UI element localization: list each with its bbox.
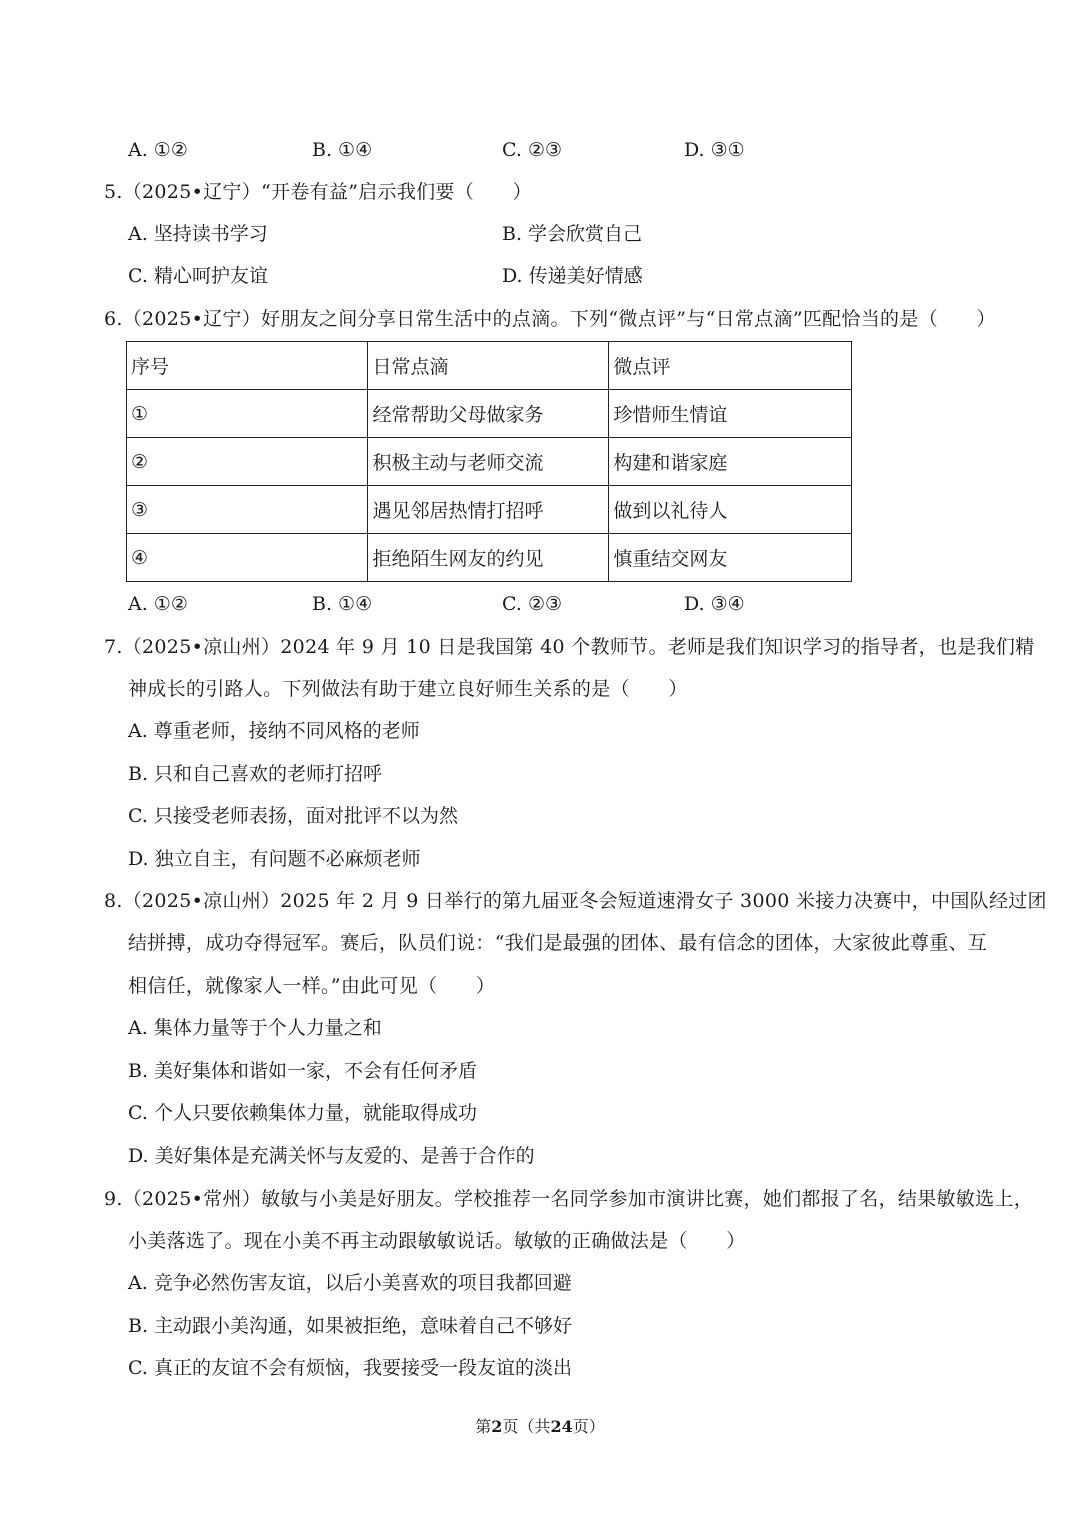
table-row: [127, 390, 852, 438]
q9-option-a: A. 竞争必然伤害友谊，以后小美喜欢的项目我都回避: [128, 1272, 572, 1294]
table-header-cell: 日常点滴: [368, 342, 609, 390]
table-row: [127, 486, 852, 534]
q5-option-d: D. 传递美好情感: [502, 265, 643, 287]
q5-option-b: B. 学会欣赏自己: [502, 223, 643, 245]
q8-stem-line3: 相信任，就像家人一样。”由此可见（ ）: [128, 975, 496, 997]
q7-option-d: D. 独立自主，有问题不必麻烦老师: [128, 848, 421, 870]
q8-stem-line2: 结拼搏，成功夺得冠军。赛后，队员们说：“我们是最强的团体、最有信念的团体，大家彼此尊重、互: [128, 932, 988, 954]
table-cell: ③: [127, 486, 368, 534]
table-cell: 做到以礼待人: [609, 486, 852, 534]
table-row: [127, 438, 852, 486]
table-header-cell: 序号: [127, 342, 368, 390]
q6-option-c: C. ②③: [502, 593, 563, 615]
q8-option-b: B. 美好集体和谐如一家，不会有任何矛盾: [128, 1060, 478, 1082]
q5-option-c: C. 精心呵护友谊: [128, 265, 268, 287]
q4-option-a: A. ①②: [128, 139, 188, 161]
q7-option-b: B. 只和自己喜欢的老师打招呼: [128, 763, 383, 785]
table-cell: 拒绝陌生网友的约见: [368, 534, 609, 582]
q8-option-a: A. 集体力量等于个人力量之和: [128, 1017, 382, 1039]
table-cell: 积极主动与老师交流: [368, 438, 609, 486]
table-cell: 构建和谐家庭: [609, 438, 852, 486]
table-row: [127, 534, 852, 582]
q9-stem-line1: 9.（2025•常州）敏敏与小美是好朋友。学校推荐一名同学参加市演讲比赛，她们都报了名，结果敏敏选上，: [104, 1188, 1033, 1210]
table-header-cell: 微点评: [609, 342, 852, 390]
q9-option-b: B. 主动跟小美沟通，如果被拒绝，意味着自己不够好: [128, 1315, 573, 1337]
page-footer: [0, 1417, 1080, 1437]
table-cell: 遇见邻居热情打招呼: [368, 486, 609, 534]
table-cell: ④: [127, 534, 368, 582]
q9-option-c: C. 真正的友谊不会有烦恼，我要接受一段友谊的淡出: [128, 1357, 572, 1379]
q6-option-b: B. ①④: [312, 593, 373, 615]
q6-table: [126, 341, 852, 582]
q4-option-d: D. ③①: [684, 139, 745, 161]
q7-stem-line2: 神成长的引路人。下列做法有助于建立良好师生关系的是（ ）: [128, 678, 688, 700]
q7-option-a: A. 尊重老师，接纳不同风格的老师: [128, 720, 420, 742]
q4-option-b: B. ①④: [312, 139, 373, 161]
q8-option-d: D. 美好集体是充满关怀与友爱的、是善于合作的: [128, 1145, 535, 1167]
q4-option-c: C. ②③: [502, 139, 563, 161]
q7-stem-line1: 7.（2025•凉山州）2024 年 9 月 10 日是我国第 40 个教师节。老师是我们知识学习的指导者，也是我们精: [104, 636, 1035, 658]
table-header-row: [127, 342, 852, 390]
footer-total-pages: 24: [550, 1417, 573, 1436]
footer-prefix: 第: [475, 1417, 492, 1436]
q8-option-c: C. 个人只要依赖集体力量，就能取得成功: [128, 1102, 477, 1124]
table-cell: 经常帮助父母做家务: [368, 390, 609, 438]
table-cell: ①: [127, 390, 368, 438]
table-cell: 慎重结交网友: [609, 534, 852, 582]
footer-suffix: 页）: [572, 1417, 605, 1436]
q8-stem-line1: 8.（2025•凉山州）2025 年 2 月 9 日举行的第九届亚冬会短道速滑女子 3000 米接力决赛中，中国队经过团: [104, 890, 1047, 912]
table-cell: 珍惜师生情谊: [609, 390, 852, 438]
q6-option-d: D. ③④: [684, 593, 745, 615]
q5-option-a: A. 坚持读书学习: [128, 223, 268, 245]
footer-page-number: 2: [491, 1417, 503, 1436]
q6-stem: 6.（2025•辽宁）好朋友之间分享日常生活中的点滴。下列“微点评”与“日常点滴”匹配恰当的是（ ）: [104, 308, 996, 330]
q5-stem: 5.（2025•辽宁）“开卷有益”启示我们要（ ）: [104, 181, 532, 203]
table-cell: ②: [127, 438, 368, 486]
q7-option-c: C. 只接受老师表扬，面对批评不以为然: [128, 805, 458, 827]
q6-option-a: A. ①②: [128, 593, 188, 615]
q9-stem-line2: 小美落选了。现在小美不再主动跟敏敏说话。敏敏的正确做法是（ ）: [128, 1230, 746, 1252]
footer-mid: 页（共: [502, 1417, 551, 1436]
